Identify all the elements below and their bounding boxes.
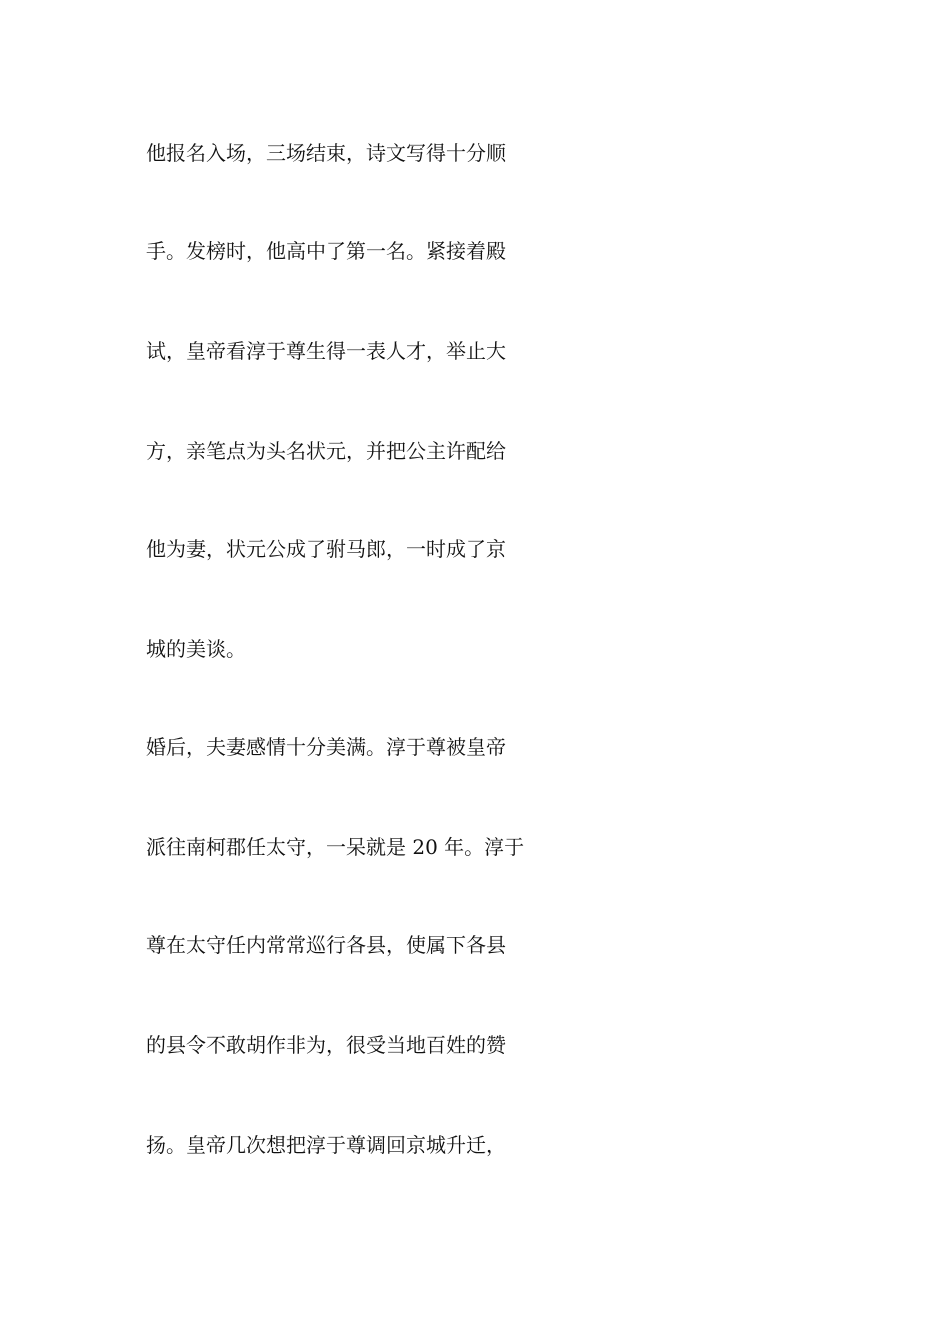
text-line-7: 婚后，夫妻感情十分美满。淳于尊被皇帝 [146, 735, 506, 759]
text-line-6: 城的美谈。 [146, 637, 246, 661]
text-line-4: 方，亲笔点为头名状元，并把公主许配给 [146, 439, 506, 463]
text-line-5: 他为妻，状元公成了驸马郎，一时成了京 [146, 537, 506, 561]
text-line-9: 尊在太守任内常常巡行各县，使属下各县 [146, 933, 506, 957]
text-line-1: 他报名入场，三场结束，诗文写得十分顺 [146, 141, 506, 165]
text-line-8: 派往南柯郡任太守，一呆就是 20 年。淳于 [146, 835, 525, 859]
text-line-10: 的县令不敢胡作非为，很受当地百姓的赞 [146, 1033, 506, 1057]
text-line-2: 手。发榜时，他高中了第一名。紧接着殿 [146, 239, 506, 263]
text-line-11: 扬。皇帝几次想把淳于尊调回京城升迁， [146, 1133, 506, 1157]
text-line-3: 试，皇帝看淳于尊生得一表人才，举止大 [146, 339, 506, 363]
